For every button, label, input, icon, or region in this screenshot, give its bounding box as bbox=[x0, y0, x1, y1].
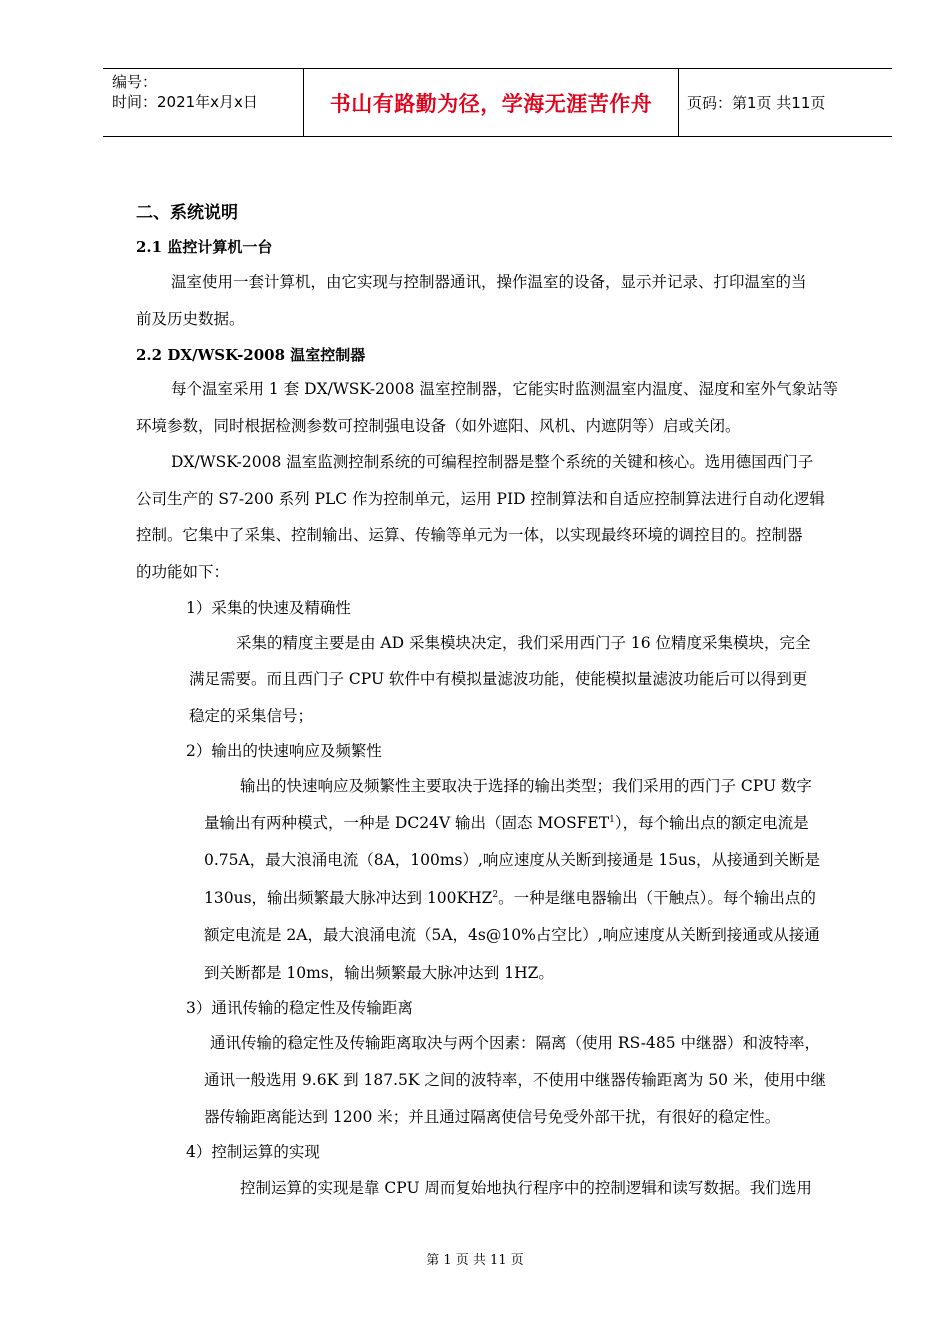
header-motto-cell bbox=[303, 69, 679, 136]
paragraph-line: 温室使用一套计算机，由它实现与控制器通讯，操作温室的设备，显示并记录、打印温室的当 bbox=[171, 273, 807, 291]
paragraph-line: 130us，输出频繁最大脉冲达到 100KHZ$^2$。一种是继电器输出（干触点）。每个输出点的 bbox=[204, 889, 816, 907]
page-info: 页码：第1页 共11页 bbox=[687, 94, 826, 112]
section-title: 二、系统说明 bbox=[136, 203, 238, 223]
paragraph-line: 前及历史数据。 bbox=[136, 310, 245, 328]
paragraph-line: 控制。它集中了采集、控制输出、运算、传输等单元为一体，以实现最终环境的调控目的。控制器 bbox=[136, 526, 803, 544]
subsection-title-2-2: 2.2 DX/WSK-2008 温室控制器 bbox=[136, 346, 366, 364]
paragraph-line: 满足需要。而且西门子 CPU 软件中有模拟量滤波功能，使能模拟量滤波功能后可以得到更 bbox=[189, 670, 808, 688]
paragraph-line: 公司生产的 S7-200 系列 PLC 作为控制单元，运用 PID 控制算法和自适应控制算法进行自动化逻辑 bbox=[136, 490, 825, 508]
paragraph-line: 控制运算的实现是靠 CPU 周而复始地执行程序中的控制逻辑和读写数据。我们选用 bbox=[240, 1179, 812, 1197]
motto: 书山有路勤为径，学海无涯苦作舟 bbox=[329, 91, 653, 116]
page-footer: 第 1 页 共 11 页 bbox=[426, 1253, 524, 1268]
paragraph-line: 环境参数，同时根据检测参数可控制强电设备（如外遮阳、风机、内遮阴等）启或关闭。 bbox=[136, 417, 741, 435]
subsection-title-2-1: 2.1 监控计算机一台 bbox=[136, 238, 273, 256]
header-left-cell bbox=[103, 69, 303, 136]
paragraph-line: 到关断都是 10ms，输出频繁最大脉冲达到 1HZ。 bbox=[204, 964, 554, 982]
item-1-title: 1）采集的快速及精确性 bbox=[186, 599, 351, 617]
paragraph-line: 输出的快速响应及频繁性主要取决于选择的输出类型；我们采用的西门子 CPU 数字 bbox=[240, 777, 812, 795]
item-2-title: 2）输出的快速响应及频繁性 bbox=[186, 742, 382, 760]
time-label: 时间：2021年x月x日 bbox=[112, 93, 258, 111]
paragraph-line: 通讯一般选用 9.6K 到 187.5K 之间的波特率，不使用中继器传输距离为 50 米，使用中继 bbox=[204, 1071, 826, 1089]
paragraph-line: DX/WSK-2008 温室监测控制系统的可编程控制器是整个系统的关键和核心。选用德国西门子 bbox=[171, 453, 814, 471]
footnote-ref-2: 2 bbox=[492, 889, 499, 900]
paragraph-line: 器传输距离能达到 1200 米；并且通过隔离使信号免受外部干扰，有很好的稳定性。 bbox=[204, 1108, 781, 1126]
paragraph-line: 采集的精度主要是由 AD 采集模块决定，我们采用西门子 16 位精度采集模块，完全 bbox=[236, 634, 811, 652]
footnote-ref-1: 1 bbox=[609, 814, 615, 825]
paragraph-line: 0.75A，最大浪涌电流（8A，100ms）,响应速度从关断到接通是 15us，从接通到关断是 bbox=[204, 851, 821, 869]
header-page-cell bbox=[678, 69, 892, 136]
header-table bbox=[103, 68, 892, 137]
number-label: 编号： bbox=[112, 73, 158, 91]
paragraph-line: 通讯传输的稳定性及传输距离取决与两个因素：隔离（使用 RS-485 中继器）和波特率， bbox=[210, 1034, 821, 1052]
paragraph-line: 的功能如下： bbox=[136, 563, 230, 581]
paragraph-line: 额定电流是 2A，最大浪涌电流（5A，4s@10%占空比）,响应速度从关断到接通或从接通 bbox=[204, 926, 820, 944]
item-3-title: 3）通讯传输的稳定性及传输距离 bbox=[186, 999, 413, 1017]
paragraph-line: 稳定的采集信号； bbox=[189, 707, 314, 725]
item-4-title: 4）控制运算的实现 bbox=[186, 1143, 320, 1161]
paragraph-line: 每个温室采用 1 套 DX/WSK-2008 温室控制器，它能实时监测温室内温度、湿度和室外气象站等 bbox=[171, 380, 838, 398]
paragraph-line: 量输出有两种模式，一种是 DC24V 输出（固态 MOSFET$^1$），每个输出点的额定电流是 bbox=[204, 814, 809, 832]
